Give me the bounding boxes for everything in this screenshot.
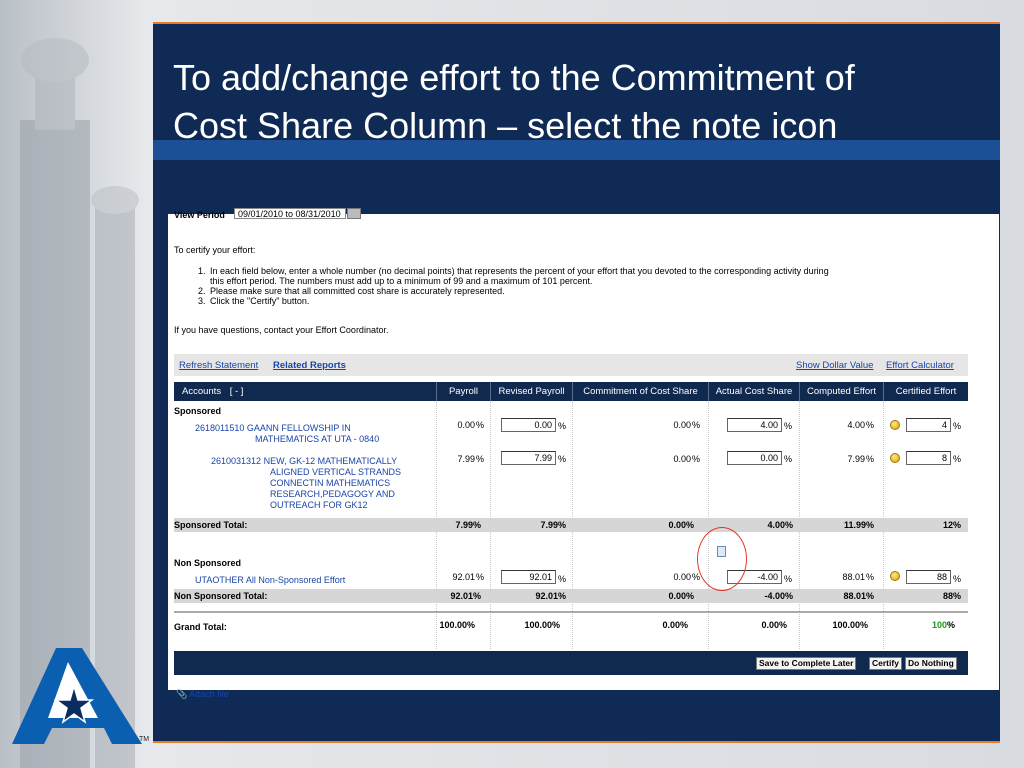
slide-title-line-2: Cost Share Column – select the note icon xyxy=(173,105,838,146)
slide-title xyxy=(173,54,993,150)
pct-sign: % xyxy=(953,574,962,584)
grand-total-row xyxy=(174,620,968,634)
total-certified: 12% xyxy=(942,520,961,530)
account-name-line: MATHEMATICS AT UTA - 0840 xyxy=(255,434,380,444)
total-certified: 88% xyxy=(942,591,961,601)
col-payroll: Payroll xyxy=(436,382,490,401)
pct-sign: % xyxy=(476,572,485,582)
sponsored-total-row xyxy=(174,518,968,532)
total-actual: 4.00% xyxy=(767,520,793,530)
col-accounts xyxy=(174,382,436,401)
certified-effort-input[interactable]: 88 xyxy=(906,570,951,584)
account-name-line: GAANN FELLOWSHIP IN xyxy=(246,423,351,433)
view-period-label: View Period xyxy=(174,210,225,220)
grand-total-certified-value: 100 xyxy=(931,620,947,630)
view-period-field[interactable]: 09/01/2010 to 08/31/2010 xyxy=(234,208,346,219)
instruction-item: 2. Please make sure that all committed cost share is accurately represented. xyxy=(208,286,874,296)
pct-sign: % xyxy=(692,572,701,582)
pct-sign: % xyxy=(476,420,485,430)
effort-calculator-link[interactable]: Effort Calculator xyxy=(886,360,954,371)
pct-sign: % xyxy=(558,454,567,464)
computed-effort-value: 7.99 xyxy=(847,454,865,464)
grand-total-payroll: 100.00% xyxy=(439,620,475,630)
grand-total-certified xyxy=(877,620,955,630)
total-computed: 11.99% xyxy=(843,520,874,530)
pct-sign: % xyxy=(866,454,875,464)
total-computed: 88.01% xyxy=(843,591,874,601)
attach-file-link[interactable] xyxy=(176,689,229,700)
certify-button[interactable]: Certify xyxy=(869,657,902,670)
total-revised: 7.99% xyxy=(540,520,566,530)
certified-effort-input[interactable]: 8 xyxy=(906,451,951,465)
effort-certification-screenshot xyxy=(168,209,999,699)
effort-table-header xyxy=(174,382,968,401)
col-certified-effort: Certified Effort xyxy=(883,382,968,401)
account-name-line: CONNECTIN MATHEMATICS xyxy=(270,478,391,488)
grand-total-computed: 100.00% xyxy=(832,620,868,630)
revised-payroll-input[interactable]: 7.99 xyxy=(501,451,556,465)
account-number: 2610031312 xyxy=(211,456,262,466)
total-commitment: 0.00% xyxy=(668,591,694,601)
non-sponsored-total-label: Non Sponsored Total: xyxy=(174,591,268,601)
grand-total-actual: 0.00% xyxy=(761,620,787,630)
attach-file-label: Attach file xyxy=(189,689,229,699)
effort-status-coin-icon[interactable] xyxy=(890,453,900,463)
pct-sign: % xyxy=(866,420,875,430)
total-actual: -4.00% xyxy=(764,591,793,601)
col-computed-effort: Computed Effort xyxy=(799,382,883,401)
total-commitment: 0.00% xyxy=(668,520,694,530)
uta-star-logo xyxy=(12,648,142,744)
slide-frame xyxy=(153,22,1000,743)
pct-sign: % xyxy=(558,421,567,431)
revised-payroll-input[interactable]: 92.01 xyxy=(501,570,556,584)
account-name-line: NEW, GK-12 MATHEMATICALLY xyxy=(263,456,398,466)
account-name-line: RESEARCH,PEDAGOGY AND xyxy=(270,489,395,499)
payroll-value: 7.99 xyxy=(457,454,475,464)
col-commitment-cost-share: Commitment of Cost Share xyxy=(572,382,708,401)
slide-title-line-1: To add/change effort to the Commitment of xyxy=(173,57,855,98)
grand-total-commitment: 0.00% xyxy=(662,620,688,630)
action-button-bar xyxy=(174,651,968,675)
payroll-value: 0.00 xyxy=(457,420,475,430)
refresh-statement-link[interactable]: Refresh Statement xyxy=(179,360,259,371)
account-link-utaother[interactable]: UTAOTHER All Non-Sponsored Effort xyxy=(195,575,346,585)
pct-sign: % xyxy=(784,574,793,584)
pct-sign: % xyxy=(946,620,955,630)
show-dollar-value-link[interactable]: Show Dollar Value xyxy=(796,360,874,371)
trademark-text: TM xyxy=(139,736,150,743)
commitment-value: 0.00 xyxy=(673,420,691,430)
sponsored-section-label: Sponsored xyxy=(174,406,222,416)
revised-payroll-input[interactable]: 0.00 xyxy=(501,418,556,432)
account-link-2618011510[interactable] xyxy=(195,423,379,445)
contact-text: If you have questions, contact your Effort Coordinator. xyxy=(174,325,389,335)
cost-share-note-icon[interactable] xyxy=(717,546,726,557)
view-period-dropdown-button[interactable] xyxy=(347,208,361,219)
report-link-bar xyxy=(174,354,968,376)
computed-effort-value: 4.00 xyxy=(847,420,865,430)
pct-sign: % xyxy=(784,454,793,464)
pct-sign: % xyxy=(692,454,701,464)
computed-effort-value: 88.01 xyxy=(842,572,865,582)
highlight-circle xyxy=(697,527,747,591)
certified-effort-input[interactable]: 4 xyxy=(906,418,951,432)
do-nothing-button[interactable]: Do Nothing xyxy=(905,657,957,670)
pct-sign: % xyxy=(784,421,793,431)
payroll-value: 92.01 xyxy=(452,572,475,582)
col-revised-payroll: Revised Payroll xyxy=(490,382,572,401)
save-to-complete-later-button[interactable]: Save to Complete Later xyxy=(756,657,856,670)
account-name-line: ALIGNED VERTICAL STRANDS xyxy=(270,467,402,477)
pct-sign: % xyxy=(558,574,567,584)
account-number: 2618011510 xyxy=(195,423,245,433)
total-payroll: 92.01% xyxy=(450,591,481,601)
effort-status-coin-icon[interactable] xyxy=(890,420,900,430)
grand-total-label: Grand Total: xyxy=(174,622,227,632)
non-sponsored-total-row xyxy=(174,589,968,603)
commitment-value: 0.00 xyxy=(673,572,691,582)
col-accounts-label: Accounts xyxy=(182,386,222,397)
total-payroll: 7.99% xyxy=(455,520,481,530)
collapse-accounts-toggle[interactable]: [ - ] xyxy=(229,386,244,397)
effort-status-coin-icon[interactable] xyxy=(890,571,900,581)
grand-total-divider xyxy=(174,611,968,613)
pct-sign: % xyxy=(953,421,962,431)
instruction-item: 3. Click the "Certify" button. xyxy=(208,296,874,306)
account-name-line: OUTREACH FOR GK12 xyxy=(270,500,368,510)
related-reports-link[interactable]: Related Reports xyxy=(273,360,346,371)
actual-cost-share-input[interactable]: 4.00 xyxy=(727,418,782,432)
certify-heading: To certify your effort: xyxy=(174,245,256,255)
pct-sign: % xyxy=(476,454,485,464)
pct-sign: % xyxy=(692,420,701,430)
total-revised: 92.01% xyxy=(535,591,566,601)
actual-cost-share-input[interactable]: 0.00 xyxy=(727,451,782,465)
col-actual-cost-share: Actual Cost Share xyxy=(708,382,799,401)
pct-sign: % xyxy=(953,454,962,464)
pct-sign: % xyxy=(866,572,875,582)
account-link-2610031312[interactable] xyxy=(211,456,401,511)
actual-cost-share-input[interactable]: -4.00 xyxy=(727,570,782,584)
grand-total-revised: 100.00% xyxy=(524,620,560,630)
instruction-item: 1. In each field below, enter a whole number (no decimal points) that represents the percent of your effort that you devoted to the corresponding activity during this effort period. The numbers must add up to a minimum of 99 and a maximum of 101 percent. xyxy=(208,266,838,286)
instructions-list xyxy=(194,266,874,306)
commitment-value: 0.00 xyxy=(673,454,691,464)
non-sponsored-section-label: Non Sponsored xyxy=(174,558,241,568)
paperclip-icon: 📎 xyxy=(176,689,188,699)
sponsored-total-label: Sponsored Total: xyxy=(174,520,248,530)
